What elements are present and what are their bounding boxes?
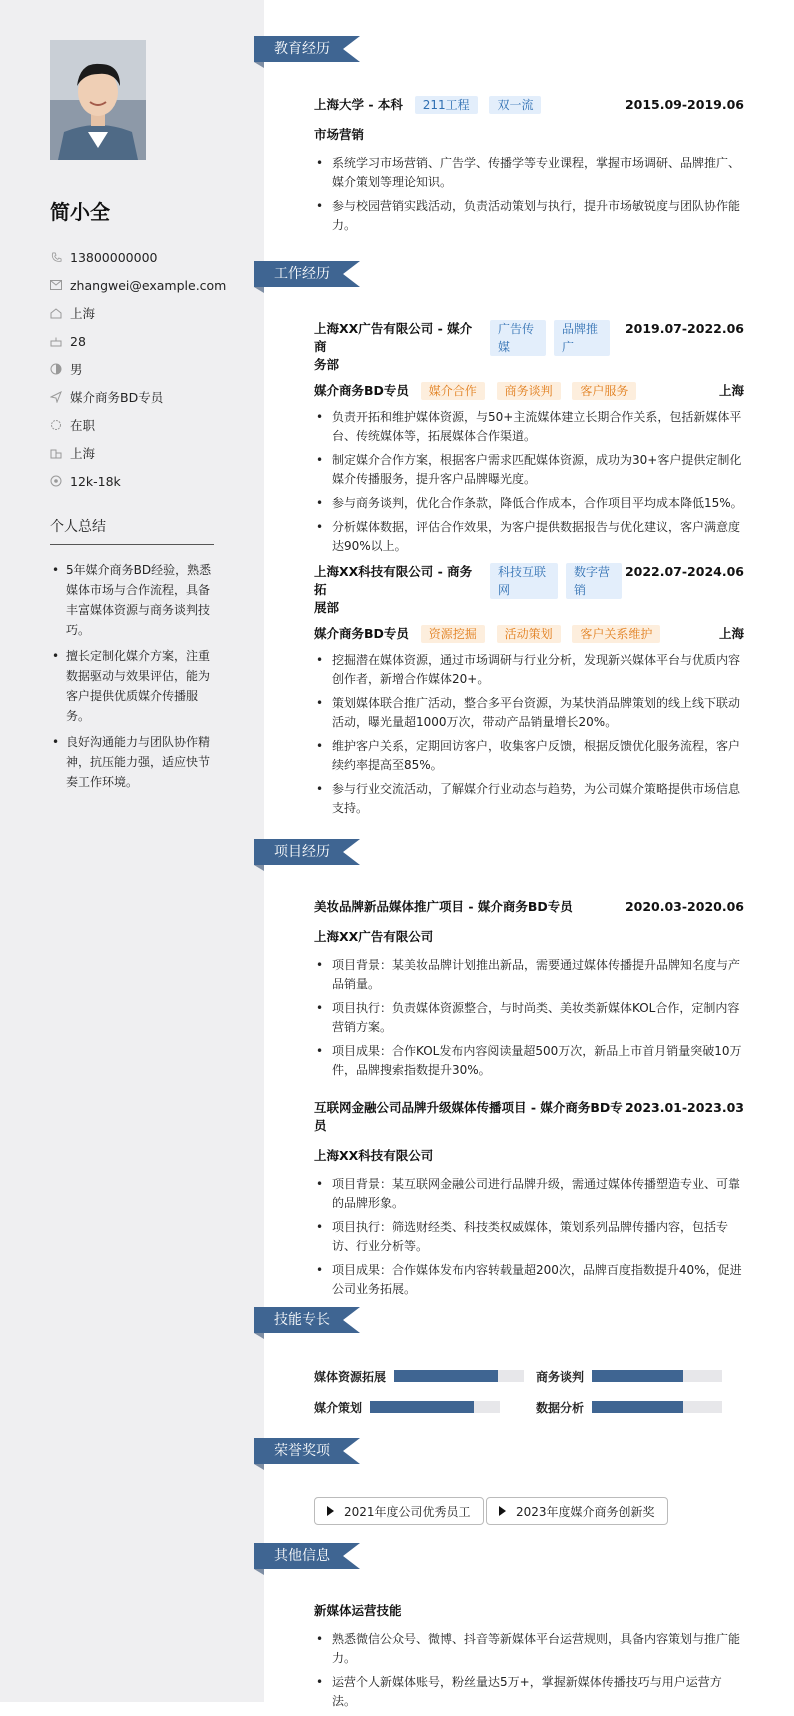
company-name: 上海XX广告有限公司 - 媒介商 务部 — [314, 321, 473, 372]
award-name: 2021年度公司优秀员工 — [344, 1504, 471, 1519]
bullet-item: • 参与商务谈判，优化合作条款，降低合作成本，合作项目平均成本降低15%。 — [314, 494, 744, 513]
skill-fill — [592, 1370, 683, 1382]
other-title: 新媒体运营技能 — [314, 1603, 402, 1618]
work-bullets — [314, 408, 744, 556]
bullet-item: • 项目执行：筛选财经类、科技类权威媒体，策划系列品牌传播内容，包括专访、行业分析等。 — [314, 1218, 744, 1256]
skill-bar — [370, 1401, 500, 1413]
industry-tag: 广告传 媒 — [490, 320, 546, 356]
award-badge — [314, 1497, 484, 1525]
skill-name: 商务谈判 — [536, 1369, 585, 1384]
work-entry — [314, 563, 744, 823]
play-icon — [327, 1506, 334, 1516]
section-header-work — [254, 261, 364, 291]
skill-name: 媒介策划 — [314, 1400, 363, 1415]
skill-tag: 商务谈判 — [497, 382, 561, 400]
education-entry — [314, 96, 744, 240]
work-entry — [314, 320, 744, 561]
education-bullets — [314, 154, 744, 235]
bullet-item: • 负责开拓和维护媒体资源，与50+主流媒体建立长期合作关系，包括新媒体平台、传统媒体等，拓展媒体合作渠道。 — [314, 408, 744, 446]
bullet-item: • 参与校园营销实践活动，负责活动策划与执行，提升市场敏锐度与团队协作能力。 — [314, 197, 744, 235]
summary-item: • 良好沟通能力与团队协作精神，抗压能力强，适应快节奏工作环境。 — [50, 732, 218, 792]
education-tag: 双一流 — [489, 96, 541, 114]
work-city: 上海 — [718, 626, 744, 641]
skill-name: 数据分析 — [536, 1400, 585, 1415]
section-header-education — [254, 36, 364, 66]
skill-tag: 客户服务 — [572, 382, 636, 400]
info-email-text: zhangwei@example.com — [70, 277, 227, 293]
bullet-item: • 项目背景：某美妆品牌计划推出新品，需要通过媒体传播提升品牌知名度与产品销量。 — [314, 956, 744, 994]
avatar-portrait — [50, 40, 146, 160]
bullet-item: • 分析媒体数据，评估合作效果，为客户提供数据报告与优化建议，客户满意度达90%以上。 — [314, 518, 744, 556]
job-role: 媒介商务BD专员 — [314, 383, 409, 398]
skill-bar — [592, 1401, 722, 1413]
info-age-text: 28 — [70, 333, 86, 349]
skill-tag: 活动策划 — [497, 625, 561, 643]
project-date: 2020.03-2020.06 — [624, 899, 744, 914]
summary-title: 个人总结 — [50, 516, 214, 545]
work-bullets — [314, 651, 744, 818]
project-company: 上海XX科技有限公司 — [314, 1148, 434, 1163]
age-icon — [50, 335, 62, 347]
bullet-item: • 项目成果：合作媒体发布内容转载量超200次，品牌百度指数提升40%，促进公司业务拓展。 — [314, 1261, 744, 1299]
bullet-item: • 策划媒体联合推广活动，整合多平台资源，为某快消品牌策划的线上线下联动活动，曝光量超1000万次，带动产品销量增长20%。 — [314, 694, 744, 732]
award-name: 2023年度媒介商务创新奖 — [516, 1504, 655, 1519]
info-position-text: 媒介商务BD专员 — [70, 390, 164, 405]
sidebar — [0, 0, 264, 1702]
bullet-item: • 维护客户关系，定期回访客户，收集客户反馈，根据反馈优化服务流程，客户续约率提高至85%。 — [314, 737, 744, 775]
company-name: 上海XX科技有限公司 - 商务拓 展部 — [314, 564, 473, 615]
info-city — [50, 439, 226, 467]
position-icon — [50, 391, 62, 403]
info-phone-text: 13800000000 — [70, 249, 158, 265]
info-email — [50, 271, 226, 299]
summary-list — [50, 560, 218, 798]
education-tag: 211工程 — [415, 96, 478, 114]
job-role: 媒介商务BD专员 — [314, 626, 409, 641]
section-title: 教育经历 — [274, 41, 330, 57]
gender-icon — [50, 363, 62, 375]
section-header-projects — [254, 839, 364, 869]
project-entry — [314, 898, 744, 1085]
other-entry — [314, 1602, 744, 1716]
award-badge — [486, 1497, 668, 1525]
industry-tag: 数字营 销 — [566, 563, 622, 599]
info-city-text: 上海 — [70, 446, 96, 461]
info-gender-text: 男 — [70, 362, 83, 377]
section-header-awards — [254, 1438, 364, 1468]
skill-item — [536, 1367, 722, 1385]
other-bullets — [314, 1630, 744, 1711]
skill-fill — [592, 1401, 683, 1413]
info-location-text: 上海 — [70, 306, 96, 321]
skill-fill — [394, 1370, 498, 1382]
summary-item: • 5年媒介商务BD经验，熟悉媒体市场与合作流程，具备丰富媒体资源与商务谈判技巧。 — [50, 560, 218, 640]
avatar — [50, 40, 146, 160]
info-status — [50, 411, 226, 439]
skill-tag: 客户关系维护 — [572, 625, 660, 643]
skill-name: 媒体资源拓展 — [314, 1369, 387, 1384]
bullet-item: • 项目执行：负责媒体资源整合，与时尚类、美妆类新媒体KOL合作，定制内容营销方案。 — [314, 999, 744, 1037]
education-date: 2015.09-2019.06 — [624, 97, 744, 112]
section-title: 其他信息 — [274, 1548, 330, 1564]
bullet-item: • 挖掘潜在媒体资源，通过市场调研与行业分析，发现新兴媒体平台与优质内容创作者，新增合作媒体20+。 — [314, 651, 744, 689]
project-entry — [314, 1099, 744, 1304]
skill-bar — [592, 1370, 722, 1382]
city-icon — [50, 447, 62, 459]
bullet-item: • 项目背景：某互联网金融公司进行品牌升级，需通过媒体传播塑造专业、可靠的品牌形象。 — [314, 1175, 744, 1213]
project-date: 2023.01-2023.03 — [624, 1100, 744, 1115]
bullet-item: • 运营个人新媒体账号，粉丝量达5万+，掌握新媒体传播技巧与用户运营方法。 — [314, 1673, 744, 1711]
status-icon — [50, 419, 62, 431]
section-header-other — [254, 1543, 364, 1573]
info-position — [50, 383, 226, 411]
work-date: 2019.07-2022.06 — [624, 321, 744, 336]
skill-item — [314, 1398, 500, 1416]
section-title: 技能专长 — [274, 1312, 330, 1328]
industry-tag: 科技互联 网 — [490, 563, 558, 599]
bullet-item: • 熟悉微信公众号、微博、抖音等新媒体平台运营规则，具备内容策划与推广能力。 — [314, 1630, 744, 1668]
bullet-item: • 项目成果：合作KOL发布内容阅读量超500万次，新品上市首月销量突破10万件，品牌搜索指数提升30%。 — [314, 1042, 744, 1080]
section-title: 荣誉奖项 — [274, 1443, 330, 1459]
project-title: 美妆品牌新品媒体推广项目 - 媒介商务BD专员 — [314, 899, 573, 914]
home-icon — [50, 307, 62, 319]
email-icon — [50, 279, 62, 291]
section-title: 项目经历 — [274, 844, 330, 860]
section-header-skills — [254, 1307, 364, 1337]
info-salary — [50, 467, 226, 495]
industry-tag: 品牌推 广 — [554, 320, 610, 356]
info-salary-text: 12k-18k — [70, 473, 121, 489]
project-company: 上海XX广告有限公司 — [314, 929, 434, 944]
contact-info-list — [50, 243, 226, 495]
work-date: 2022.07-2024.06 — [624, 564, 744, 579]
school-name: 上海大学 - 本科 — [314, 97, 403, 112]
info-status-text: 在职 — [70, 418, 96, 433]
play-icon — [499, 1506, 506, 1516]
salary-icon — [50, 475, 62, 487]
phone-icon — [50, 251, 62, 263]
project-title: 互联网金融公司品牌升级媒体传播项目 - 媒介商务BD专员 — [314, 1100, 623, 1133]
info-location — [50, 299, 226, 327]
info-phone — [50, 243, 226, 271]
skill-item — [536, 1398, 722, 1416]
project-bullets — [314, 1175, 744, 1299]
skill-tag: 资源挖掘 — [421, 625, 485, 643]
info-gender — [50, 355, 226, 383]
skill-tag: 媒介合作 — [421, 382, 485, 400]
info-age — [50, 327, 226, 355]
major: 市场营销 — [314, 127, 365, 142]
candidate-name: 简小全 — [50, 200, 110, 224]
bullet-item: • 系统学习市场营销、广告学、传播学等专业课程，掌握市场调研、品牌推广、媒介策划等理论知识。 — [314, 154, 744, 192]
bullet-item: • 参与行业交流活动，了解媒介行业动态与趋势，为公司媒介策略提供市场信息支持。 — [314, 780, 744, 818]
project-bullets — [314, 956, 744, 1080]
summary-item: • 擅长定制化媒介方案，注重数据驱动与效果评估，能为客户提供优质媒介传播服务。 — [50, 646, 218, 726]
skill-fill — [370, 1401, 474, 1413]
skill-bar — [394, 1370, 524, 1382]
work-city: 上海 — [718, 383, 744, 398]
section-title: 工作经历 — [274, 266, 330, 282]
bullet-item: • 制定媒介合作方案，根据客户需求匹配媒体资源，成功为30+客户提供定制化媒介传播服务，提升客户品牌曝光度。 — [314, 451, 744, 489]
skill-item — [314, 1367, 524, 1385]
